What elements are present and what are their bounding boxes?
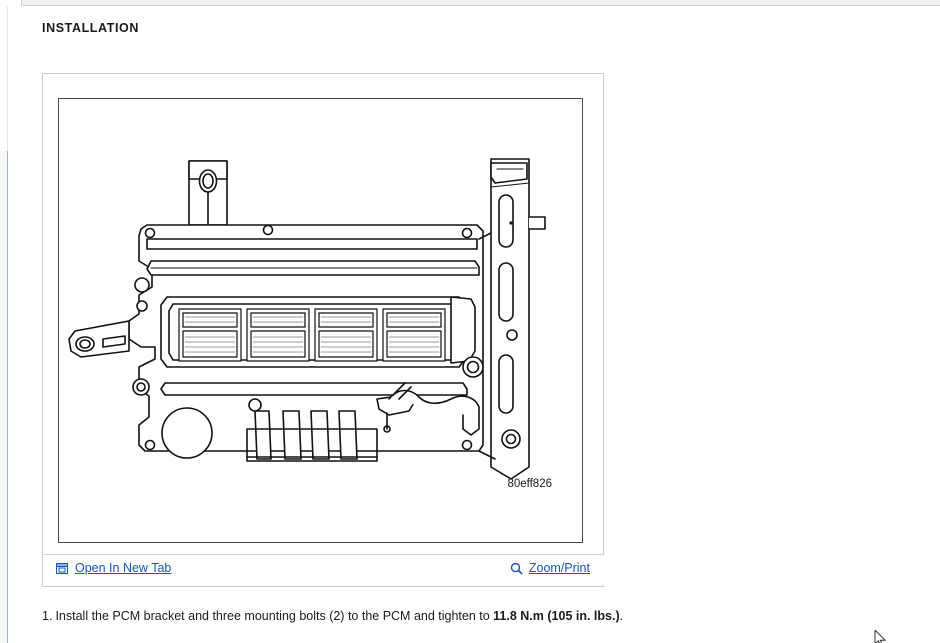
figure-image[interactable] [58,98,583,543]
figure-code-label: 80eff826 [507,478,552,490]
document-content [9,7,940,643]
page-title: INSTALLATION [42,21,140,35]
window-chrome-strip [0,0,940,6]
figure-panel [42,73,604,587]
pcm-bracket-diagram [59,99,583,543]
open-in-new-tab-label: Open In New Tab [75,561,172,575]
step-text-after: . [619,609,624,623]
open-in-new-tab-button[interactable] [56,561,171,575]
open-in-new-tab-icon [56,562,69,575]
step-item [42,608,623,626]
mouse-pointer-icon [874,630,886,643]
zoom-print-button[interactable] [510,561,590,575]
left-edge-scroll-marker[interactable] [0,151,8,643]
figure-toolbar [44,554,604,585]
step-number: 1. [42,609,53,623]
step-text-before: Install the PCM bracket and three mounting bolts (2) to the PCM and tighten to [55,609,494,623]
step-torque-value: 11.8 N.m (105 in. lbs.) [493,609,620,623]
magnifier-icon [510,562,523,575]
left-gutter [0,6,8,643]
zoom-print-label: Zoom/Print [528,561,590,575]
